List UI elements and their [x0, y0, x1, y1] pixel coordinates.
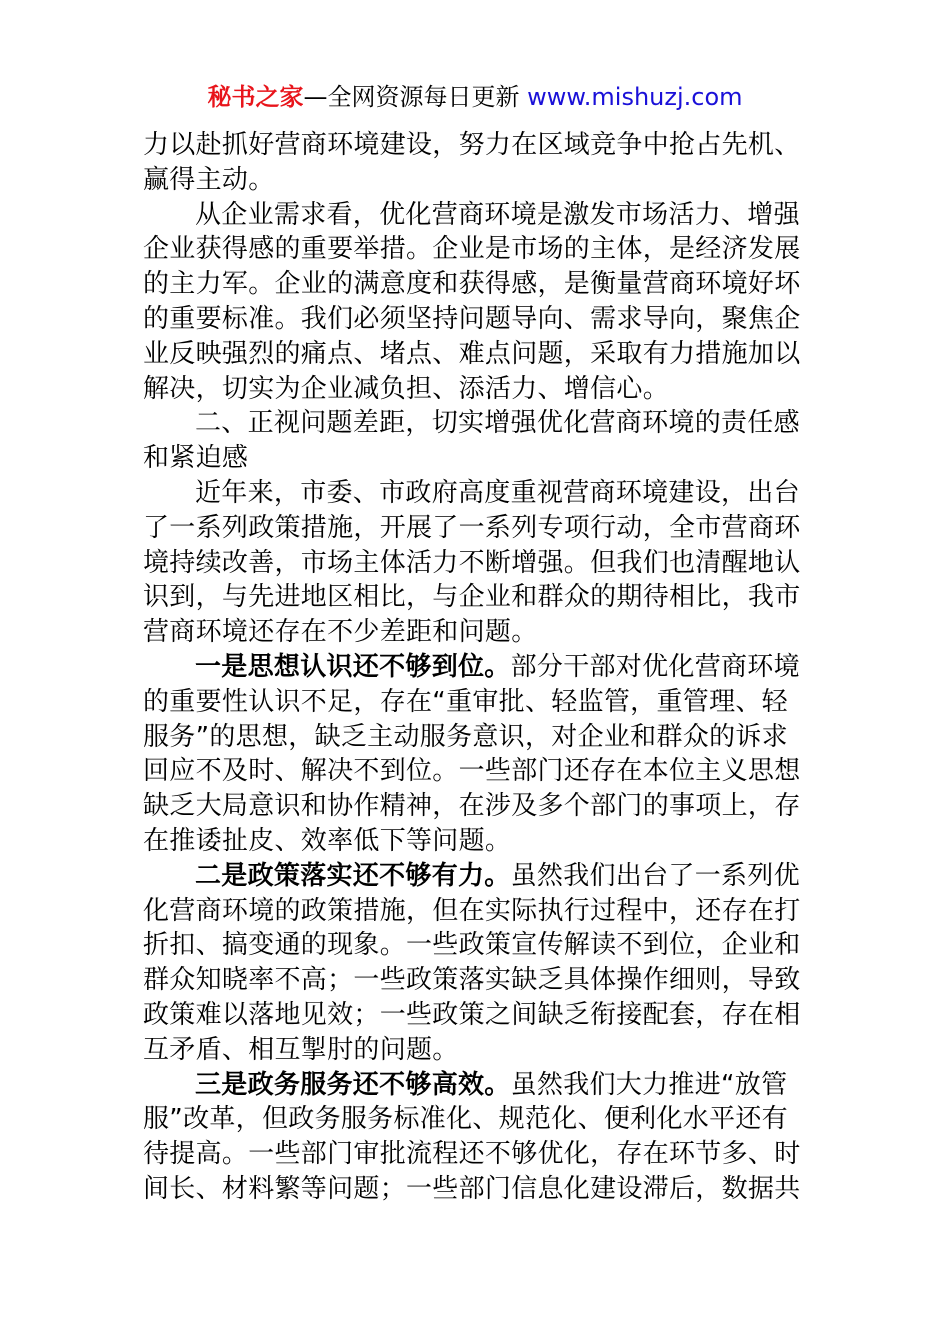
line-text: 营商环境还存在不少差距和问题。: [143, 617, 538, 648]
line-text: 赢得主动。: [143, 164, 275, 195]
line-text: 政策难以落地见效；一些政策之间缺乏衔接配套，存在相: [143, 999, 801, 1030]
text-line: [143, 267, 807, 302]
line-text: 部分干部对优化营商环境: [510, 651, 800, 682]
line-text: 互矛盾、相互掣肘的问题。: [143, 1034, 459, 1065]
text-line: [143, 720, 807, 755]
text-line: [143, 1172, 807, 1207]
paragraph-first-line: [143, 859, 807, 894]
text-line: [143, 998, 807, 1033]
line-text: 识到，与先进地区相比，与企业和群众的期待相比，我市: [143, 582, 801, 613]
paragraph-first-line: [143, 1068, 807, 1103]
line-text: 近年来，市委、市政府高度重视营商环境建设，出台: [195, 477, 800, 508]
line-text: 的重要性认识不足，存在“重审批、轻监管，重管理、轻: [143, 686, 788, 717]
line-text: 的主力军。企业的满意度和获得感，是衡量营商环境好坏: [143, 269, 801, 300]
line-text: 境持续改善，市场主体活力不断增强。但我们也清醒地认: [143, 547, 801, 578]
line-text: 解决，切实为企业减负担、添活力、增信心。: [143, 373, 670, 404]
line-text: 业反映强烈的痛点、堵点、难点问题，采取有力措施加以: [143, 338, 801, 369]
text-line: [143, 163, 807, 198]
line-text: 二、正视问题差距，切实增强优化营商环境的责任感: [195, 408, 800, 439]
line-text: 群众知晓率不高；一些政策落实缺乏具体操作细则，导致: [143, 965, 801, 996]
line-text: 回应不及时、解决不到位。一些部门还存在本位主义思想: [143, 756, 801, 787]
text-line: [143, 615, 807, 650]
text-line: [143, 1137, 807, 1172]
text-line: [143, 789, 807, 824]
line-text: 从企业需求看，优化营商环境是激发市场活力、增强: [195, 199, 800, 230]
paragraph-first-line: [143, 476, 807, 511]
bold-heading: 二是政策落实还不够有力。: [195, 860, 511, 891]
header-separator: —: [303, 83, 328, 111]
text-line: [143, 754, 807, 789]
line-text: 缺乏大局意识和协作精神，在涉及多个部门的事项上，存: [143, 791, 801, 822]
line-text: 企业获得感的重要举措。企业是市场的主体，是经济发展: [143, 234, 801, 265]
bold-heading: 一是思想认识还不够到位。: [195, 651, 511, 682]
site-brand: 秘书之家: [207, 83, 304, 111]
line-text: 虽然我们大力推进“放管: [510, 1069, 788, 1100]
line-text: 在推诿扯皮、效率低下等问题。: [143, 825, 512, 856]
text-line: [143, 232, 807, 267]
text-line: [143, 824, 807, 859]
site-header: [0, 80, 950, 114]
text-line: [143, 580, 807, 615]
site-url-link[interactable]: www.mishuzj.com: [527, 83, 743, 111]
line-text: 虽然我们出台了一系列优: [510, 860, 800, 891]
paragraph-first-line: [143, 650, 807, 685]
text-line: [143, 963, 807, 998]
text-line: [143, 372, 807, 407]
text-line: [143, 546, 807, 581]
text-line: [143, 511, 807, 546]
text-line: [143, 302, 807, 337]
line-text: 力以赴抓好营商环境建设，努力在区域竞争中抢占先机、: [143, 130, 801, 160]
line-text: 了一系列政策措施，开展了一系列专项行动，全市营商环: [143, 512, 801, 543]
line-text: 间长、材料繁等问题；一些部门信息化建设滞后，数据共: [143, 1173, 801, 1204]
line-text: 的重要标准。我们必须坚持问题导向、需求导向，聚焦企: [143, 303, 801, 334]
text-line: [143, 928, 807, 963]
line-text: 服”改革，但政务服务标准化、规范化、便利化水平还有: [143, 1104, 788, 1135]
text-line: [143, 337, 807, 372]
line-text: 折扣、搞变通的现象。一些政策宣传解读不到位，企业和: [143, 930, 801, 961]
paragraph-first-line: [143, 198, 807, 233]
text-line: [143, 1102, 807, 1137]
line-text: 服务”的思想，缺乏主动服务意识，对企业和群众的诉求: [143, 721, 788, 752]
header-tagline: 全网资源每日更新: [327, 83, 520, 111]
paragraph-first-line: [143, 406, 807, 441]
text-line: [143, 128, 807, 163]
document-body: [143, 128, 807, 1207]
text-line: [143, 894, 807, 929]
line-text: 化营商环境的政策措施，但在实际执行过程中，还存在打: [143, 895, 801, 926]
line-text: 待提高。一些部门审批流程还不够优化，存在环节多、时: [143, 1139, 801, 1170]
line-text: 和紧迫感: [143, 443, 249, 474]
text-line: [143, 1033, 807, 1068]
text-line: [143, 685, 807, 720]
text-line: [143, 441, 807, 476]
bold-heading: 三是政务服务还不够高效。: [195, 1069, 511, 1100]
